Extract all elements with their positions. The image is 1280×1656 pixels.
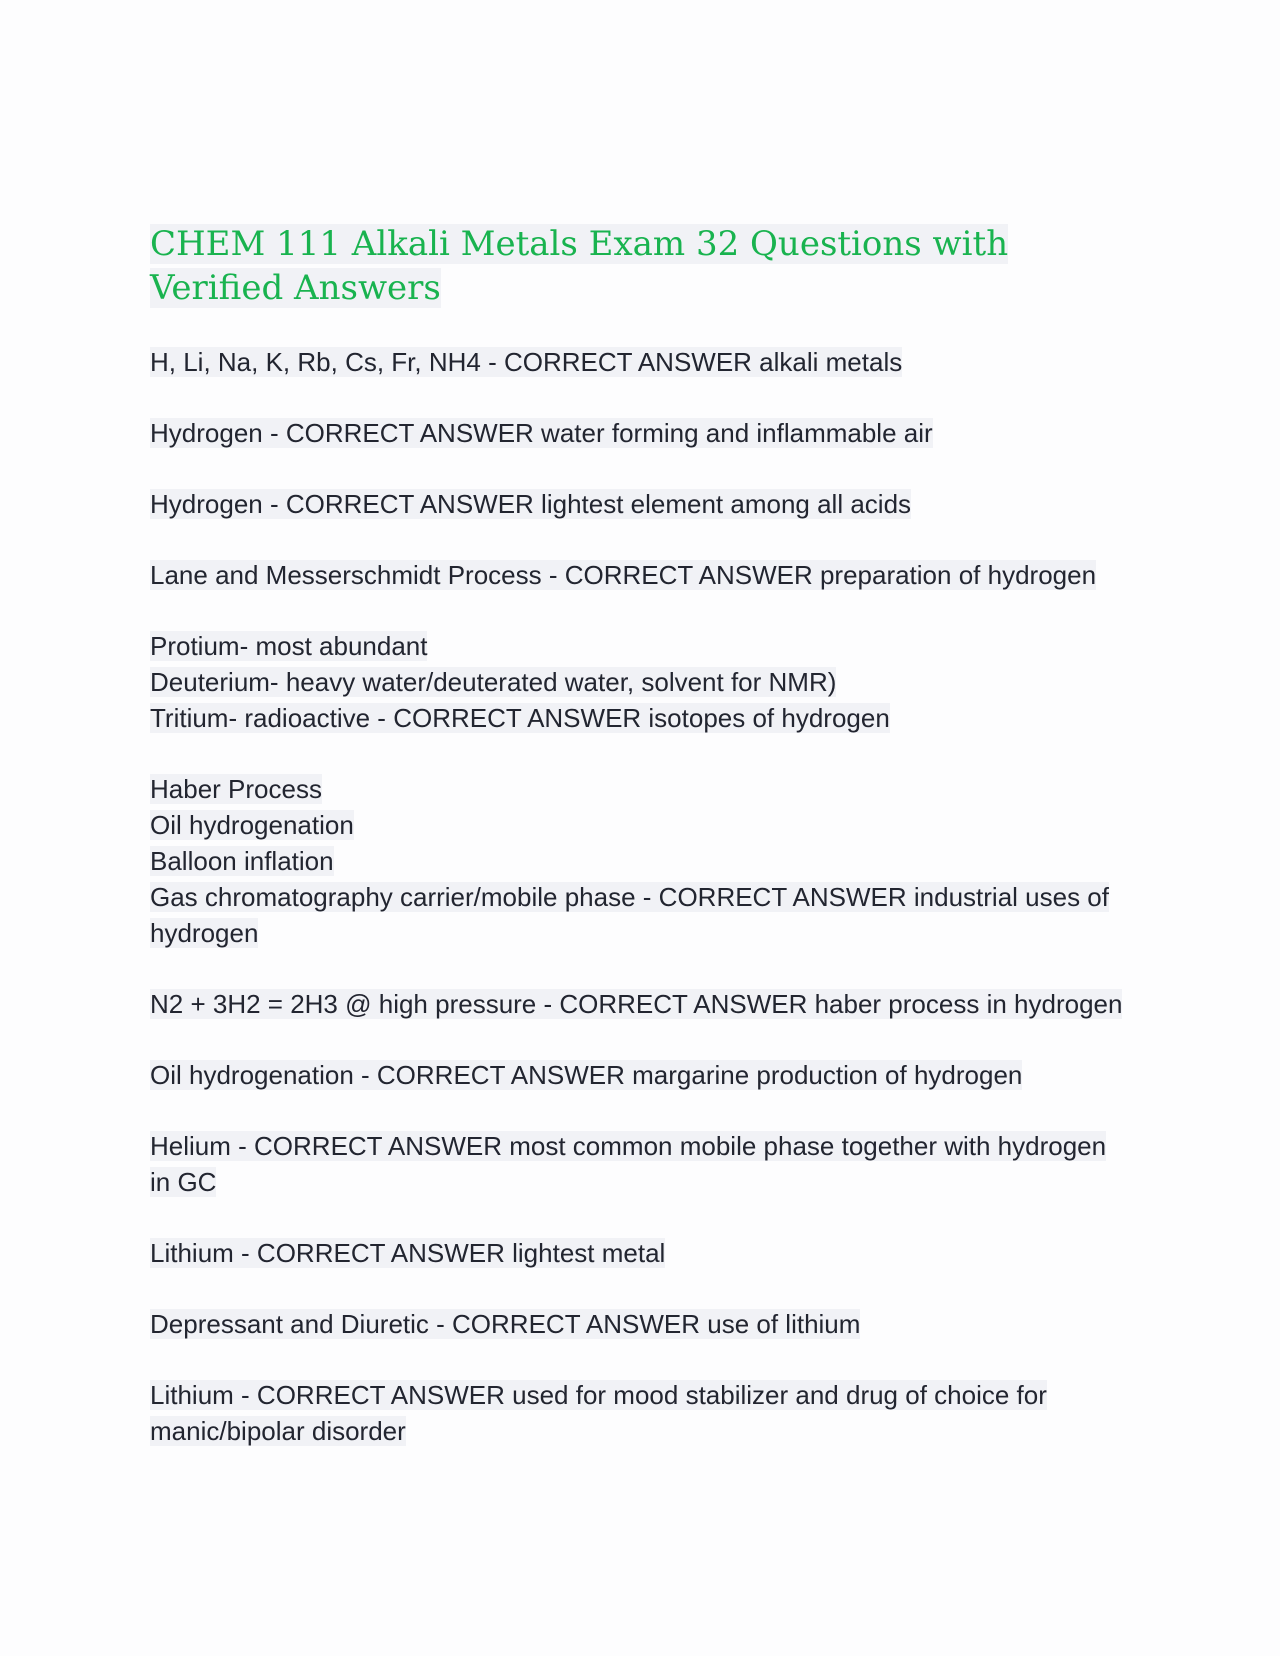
- qa-entry: [150, 415, 1130, 451]
- qa-entry: [150, 344, 1130, 380]
- qa-entry-line: Deuterium- heavy water/deuterated water, solvent for NMR): [150, 667, 837, 697]
- qa-entry: [150, 486, 1130, 522]
- qa-entry: [150, 628, 1130, 736]
- qa-entry: [150, 1057, 1130, 1093]
- qa-entry-line: Tritium- radioactive - CORRECT ANSWER isotopes of hydrogen: [150, 703, 890, 733]
- qa-entry-line: Oil hydrogenation - CORRECT ANSWER margarine production of hydrogen: [150, 1060, 1023, 1090]
- qa-entry-line: Lane and Messerschmidt Process - CORRECT ANSWER preparation of hydrogen: [150, 560, 1097, 590]
- qa-entry-line: Helium - CORRECT ANSWER most common mobile phase together with hydrogen in GC: [150, 1131, 1107, 1197]
- qa-entry-line: Oil hydrogenation: [150, 810, 354, 840]
- document-title: [150, 222, 1130, 310]
- qa-entry-line: Hydrogen - CORRECT ANSWER lightest element among all acids: [150, 489, 912, 519]
- qa-entry: [150, 1235, 1130, 1271]
- qa-entry: [150, 1306, 1130, 1342]
- qa-entry-line: Balloon inflation: [150, 846, 334, 876]
- qa-entry-line: Gas chromatography carrier/mobile phase - CORRECT ANSWER industrial uses of hydrogen: [150, 882, 1109, 948]
- qa-entry-line: Haber Process: [150, 774, 322, 804]
- qa-entry: [150, 1377, 1130, 1449]
- qa-entry-line: Lithium - CORRECT ANSWER lightest metal: [150, 1238, 666, 1268]
- qa-entry-line: N2 + 3H2 = 2H3 @ high pressure - CORRECT ANSWER haber process in hydrogen: [150, 989, 1123, 1019]
- qa-entry: [150, 557, 1130, 593]
- qa-entry: [150, 771, 1130, 951]
- document-title-text: CHEM 111 Alkali Metals Exam 32 Questions with Verified Answers: [150, 224, 1009, 308]
- qa-entry-line: Lithium - CORRECT ANSWER used for mood stabilizer and drug of choice for manic/bipolar disorder: [150, 1380, 1047, 1446]
- document-page: [150, 222, 1130, 1484]
- qa-entry-line: Protium- most abundant: [150, 631, 428, 661]
- qa-entry-line: Hydrogen - CORRECT ANSWER water forming and inflammable air: [150, 418, 933, 448]
- qa-entry: [150, 1128, 1130, 1200]
- qa-entry: [150, 986, 1130, 1022]
- qa-entry-line: H, Li, Na, K, Rb, Cs, Fr, NH4 - CORRECT ANSWER alkali metals: [150, 347, 903, 377]
- qa-entry-line: Depressant and Diuretic - CORRECT ANSWER use of lithium: [150, 1309, 861, 1339]
